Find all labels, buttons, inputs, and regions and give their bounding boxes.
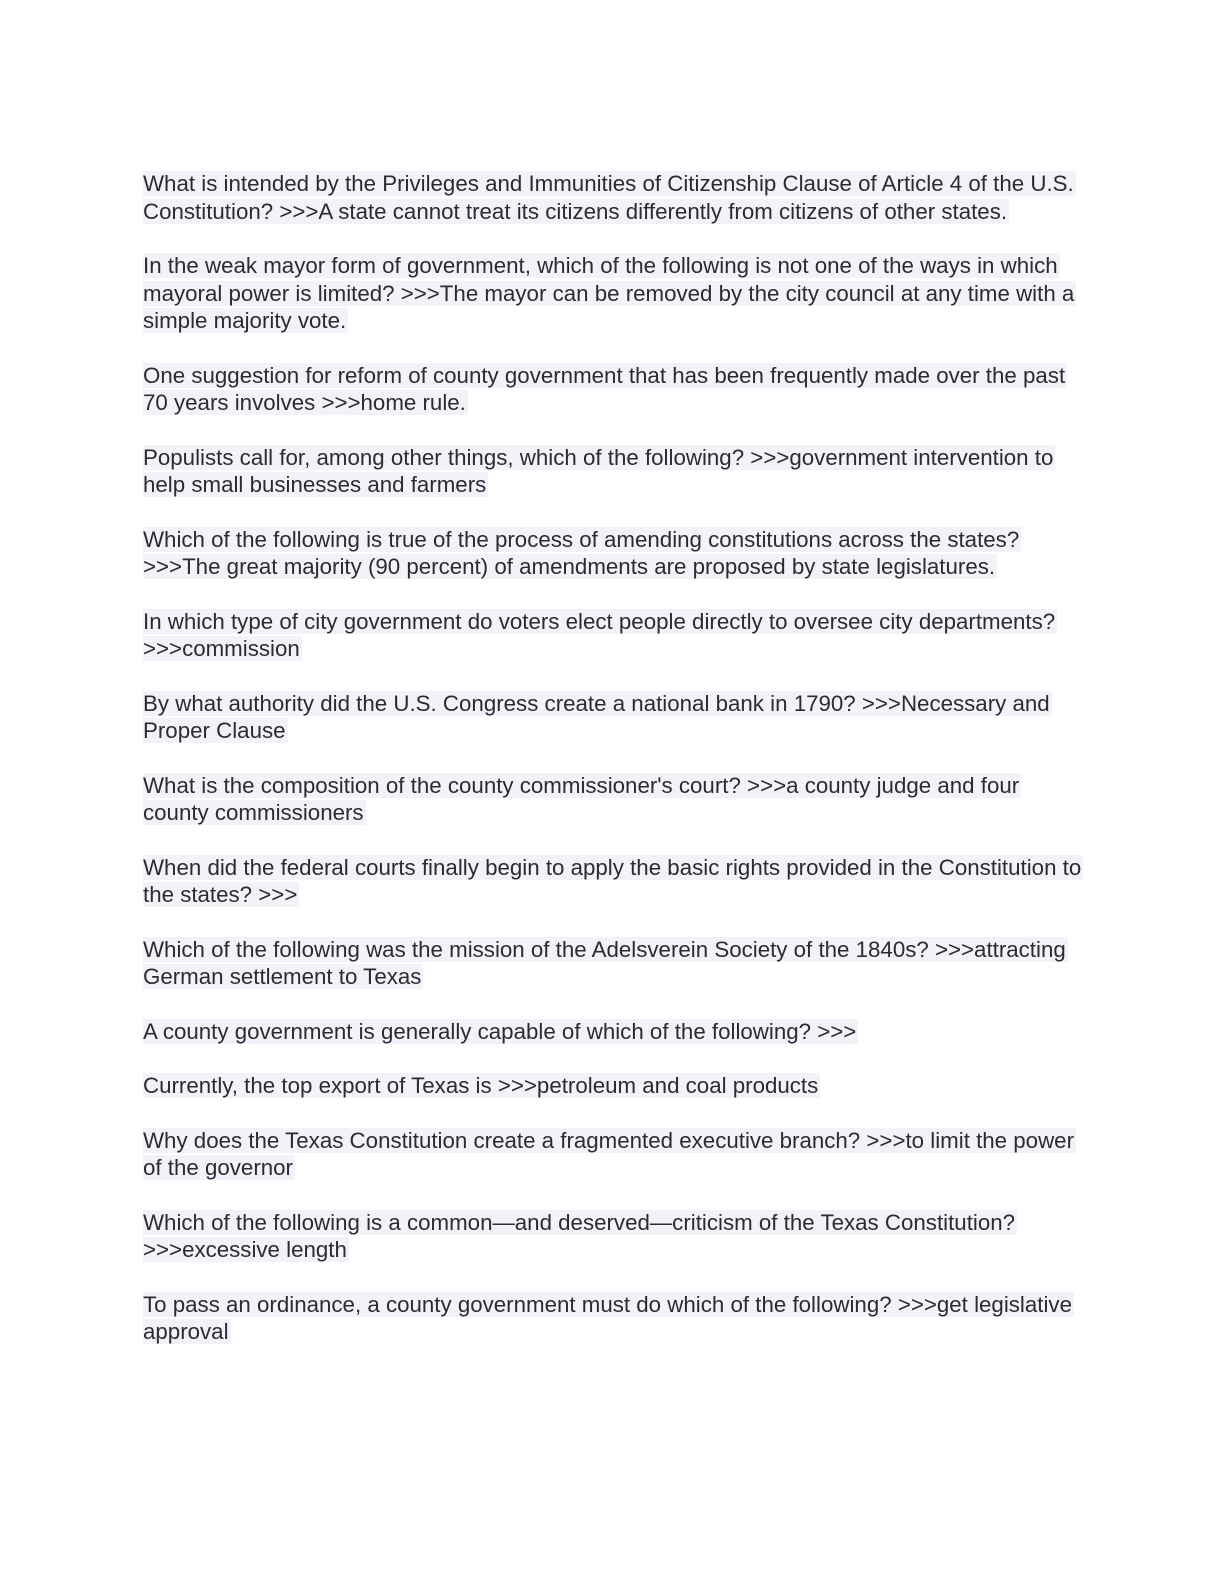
- qa-entry-text: A county government is generally capable of which of the following? >>>: [143, 1018, 857, 1044]
- qa-entry: [143, 1209, 1083, 1264]
- qa-entry-text: What is the composition of the county commissioner's court? >>>a county judge and four county commissioners: [143, 772, 1020, 825]
- qa-entry-text: Currently, the top export of Texas is >>>petroleum and coal products: [143, 1073, 819, 1098]
- qa-entry-text: By what authority did the U.S. Congress create a national bank in 1790? >>>Necessary and Proper Clause: [143, 690, 1050, 743]
- qa-entry-text: In the weak mayor form of government, which of the following is not one of the ways in which mayoral power is limited? >>>The mayor can be removed by the city council at any time with a simple majority vote.: [143, 253, 1075, 333]
- qa-entry-text: Which of the following was the mission of the Adelsverein Society of the 1840s? >>>attracting German settlement to Texas: [143, 936, 1066, 989]
- qa-entry: [143, 252, 1083, 335]
- qa-entry: [143, 772, 1083, 827]
- qa-list: [143, 170, 1083, 1373]
- qa-entry-text: When did the federal courts finally begin to apply the basic rights provided in the Constitution to the states? >>>: [143, 854, 1082, 907]
- qa-entry: [143, 170, 1083, 225]
- qa-entry-text: One suggestion for reform of county government that has been frequently made over the past 70 years involves >>>home rule.: [143, 362, 1066, 415]
- qa-entry: [143, 444, 1083, 499]
- qa-entry: [143, 690, 1083, 745]
- qa-entry: [143, 854, 1083, 909]
- qa-entry: [143, 1072, 1083, 1100]
- qa-entry: [143, 1291, 1083, 1346]
- qa-entry: [143, 362, 1083, 417]
- qa-entry: [143, 1018, 1083, 1046]
- qa-entry-text: Which of the following is true of the process of amending constitutions across the states? >>>The great majority (90 percent) of amendments are proposed by state legislatures.: [143, 526, 1020, 579]
- qa-entry: [143, 526, 1083, 581]
- qa-entry-text: Why does the Texas Constitution create a fragmented executive branch? >>>to limit the power of the governor: [143, 1127, 1075, 1180]
- qa-entry-text: To pass an ordinance, a county government must do which of the following? >>>get legislative approval: [143, 1291, 1072, 1344]
- qa-entry-text: Which of the following is a common—and deserved—criticism of the Texas Constitution? >>>excessive length: [143, 1209, 1016, 1262]
- qa-entry-text: Populists call for, among other things, which of the following? >>>government intervention to help small businesses and farmers: [143, 444, 1054, 497]
- qa-entry-text: In which type of city government do voters elect people directly to oversee city departments? >>>commission: [143, 608, 1056, 661]
- qa-entry: [143, 1127, 1083, 1182]
- qa-entry: [143, 936, 1083, 991]
- qa-entry: [143, 608, 1083, 663]
- qa-entry-text: What is intended by the Privileges and Immunities of Citizenship Clause of Article 4 of the U.S. Constitution? >>>A state cannot treat its citizens differently from citizens of other states.: [143, 171, 1074, 224]
